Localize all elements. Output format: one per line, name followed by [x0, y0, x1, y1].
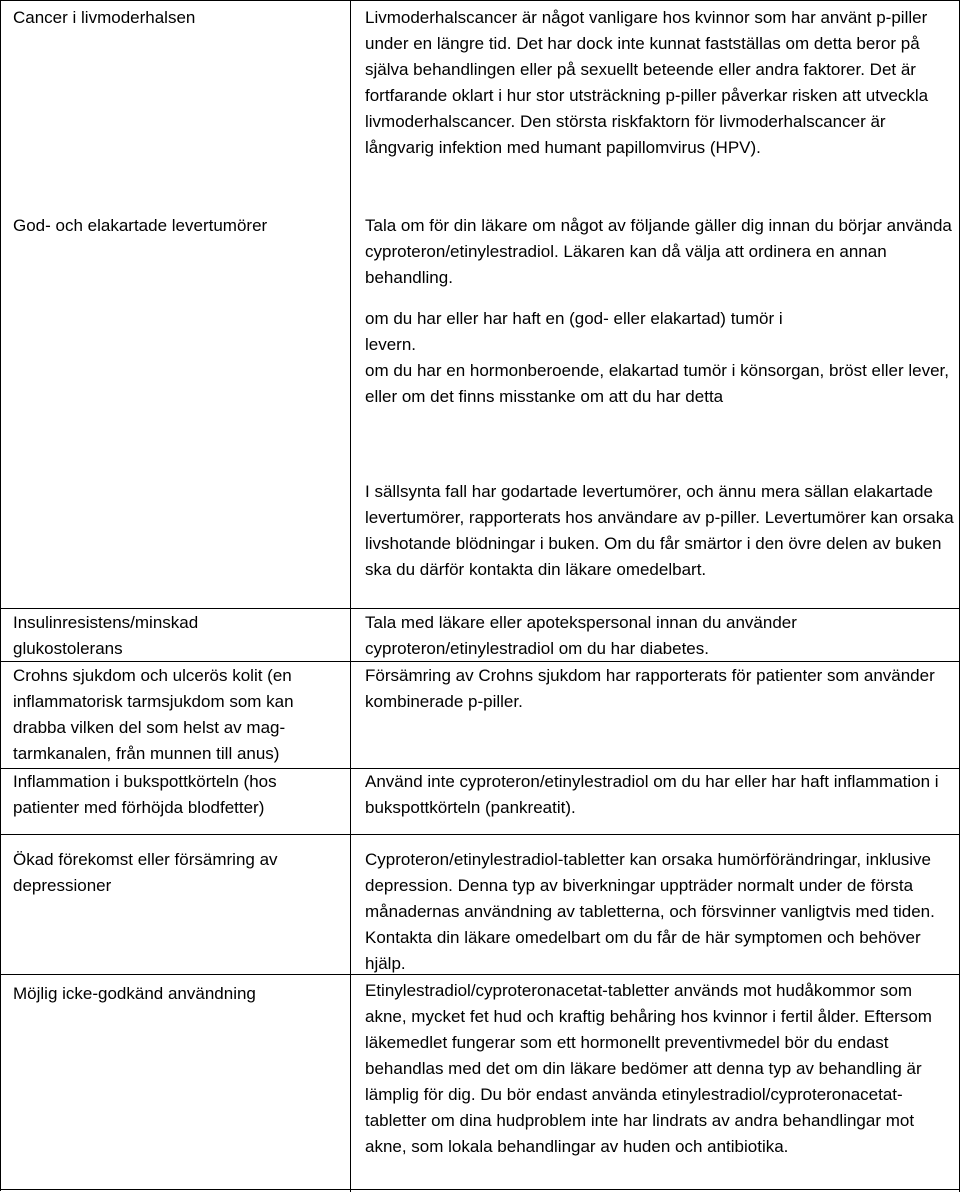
- row-label: Insulinresistens/minskad glukostolerans: [13, 613, 199, 658]
- row-text-depression: [365, 847, 955, 977]
- row-label: God- och elakartade levertumörer: [13, 216, 268, 235]
- row-text: Cyproteron/etinylestradiol-tabletter kan orsaka humörförändringar, inklusive depression. Denna typ av biverkningar uppträder normalt under de första månadernas användning av tabletterna, och försvinner vanligtvis med tiden. Kontakta din läkare omedelbart om du får de här symptomen och behöver hjälp.: [365, 850, 935, 973]
- row-label-levertumorer: [13, 213, 343, 239]
- column-divider: [350, 1, 351, 1192]
- row-text-item: om du har eller har haft en (god- eller elakartad) tumör i levern.: [365, 309, 783, 354]
- row-text: Använd inte cyproteron/etinylestradiol om du har eller har haft inflammation i bukspottkörteln (pankreatit).: [365, 772, 939, 817]
- row-label-crohns: [13, 663, 343, 767]
- row-text: Livmoderhalscancer är något vanligare hos kvinnor som har använt p-piller under en längre tid. Det har dock inte kunnat fastställas om detta beror på själva behandlingen eller på sexuellt beteende eller andra faktorer. Det är fortfarande oklart i hur stor utsträckning p-piller påverkar risken att utveckla livmoderhalscancer. Den största riskfaktorn för livmoderhalscancer är långvarig infektion med humant papillomvirus (HPV).: [365, 8, 929, 157]
- row-label: Crohns sjukdom och ulcerös kolit (en inflammatorisk tarmsjukdom som kan drabba vilken del som helst av mag-tarmkanalen, från munnen till anus): [13, 666, 294, 763]
- row-text-insulinresistens: [365, 610, 955, 662]
- row-label: Cancer i livmoderhalsen: [13, 8, 196, 27]
- row-label: Ökad förekomst eller försämring av depressioner: [13, 850, 278, 895]
- table-bottom-border: [1, 1189, 960, 1190]
- row-label-cancer: [13, 5, 343, 31]
- row-text-cancer: [365, 5, 955, 161]
- row-label-insulinresistens: [13, 610, 343, 662]
- row-label-icke-godkand: [13, 981, 343, 1007]
- row-text: Tala med läkare eller apotekspersonal innan du använder cyproteron/etinylestradiol om du har diabetes.: [365, 613, 797, 658]
- row-label-depression: [13, 847, 343, 899]
- row-text-levertumorer-note: [365, 479, 955, 583]
- row-text: Försämring av Crohns sjukdom har rapporterats för patienter som använder kombinerade p-piller.: [365, 666, 935, 711]
- row-divider: [1, 608, 960, 609]
- row-text-bukspottkortel: [365, 769, 955, 821]
- row-text-levertumorer: [365, 213, 955, 410]
- row-text-item: om du har en hormonberoende, elakartad tumör i könsorgan, bröst eller lever, eller om det finns misstanke om att du har detta: [365, 361, 949, 406]
- row-label: Inflammation i bukspottkörteln (hos patienter med förhöjda blodfetter): [13, 772, 277, 817]
- row-text: Etinylestradiol/cyproteronacetat-tabletter används mot hudåkommor som akne, mycket fet hud och kraftig behåring hos kvinnor i fertil ålder. Eftersom läkemedlet fungerar som ett hormonellt preventivmedel bör du endast behandlas med det om din läkare bedömer att denna typ av behandling är lämplig för dig. Du bör endast använda etinylestradiol/cyproteronacetat-tabletter om dina hudproblem inte har lindrats av andra behandlingar mot akne, som lokala behandlingar av huden och antibiotika.: [365, 981, 932, 1156]
- row-text-icke-godkand: [365, 978, 955, 1160]
- row-label: Möjlig icke-godkänd användning: [13, 984, 256, 1003]
- row-divider: [1, 834, 960, 835]
- row-label-bukspottkortel: [13, 769, 343, 821]
- row-text-crohns: [365, 663, 955, 715]
- row-text-intro: Tala om för din läkare om något av följande gäller dig innan du börjar använda cyproteron/etinylestradiol. Läkaren kan då välja att ordinera en annan behandling.: [365, 216, 952, 287]
- row-text-note: I sällsynta fall har godartade levertumörer, och ännu mera sällan elakartade levertumörer, rapporterats hos användare av p-piller. Levertumörer kan orsaka livshotande blödningar i buken. Om du får smärtor i den övre delen av buken ska du därför kontakta din läkare omedelbart.: [365, 482, 954, 579]
